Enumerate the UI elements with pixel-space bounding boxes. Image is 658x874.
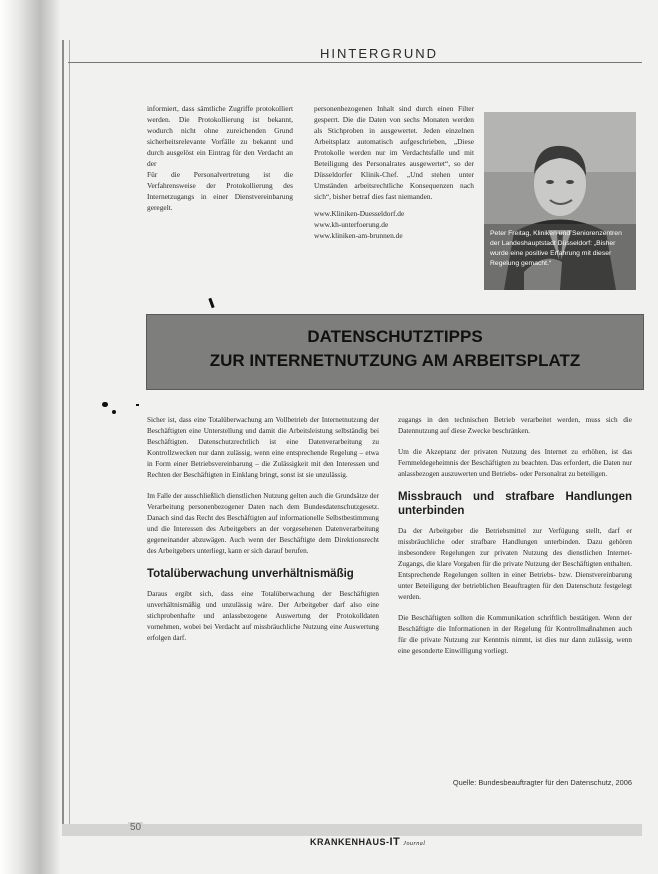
scan-speck [208,298,214,308]
footer-bar [62,824,642,836]
intro-col2-paragraph: personenbezogenen Inhalt sind durch einen Filter gesperrt. Die die Daten von sechs Monaten werden als Stichproben in ausgewertet. Jeden einzelnen Arbeitsplatz automatisch aufgeschrieben, „Diese Protokolle werden nur im Verdachtsfalle und mit Beteiligung des Personalrates ausgewertet“, so der Düsseldorfer Klinik-Chef. „Und stehen unter Umständen arbeitsrechtliche Konsequenzen nach sich“, bisher betraf dies fast niemanden. [314,104,474,201]
scan-speck [112,410,116,414]
scan-speck [136,404,139,406]
left-margin-rule-inner [69,40,70,830]
subheading-missbrauch: Missbrauch und strafbare Handlungen unterbinden [398,491,632,517]
section-rubric: HINTERGRUND [320,46,439,61]
article-title-line-2: ZUR INTERNETNUTZUNG AM ARBEITSPLATZ [209,351,581,370]
article-title-line-1: DATENSCHUTZTIPPS [307,327,483,346]
article-column-2 [398,415,632,775]
intro-column-1 [147,103,293,291]
page-gutter-shadow [0,0,60,874]
magazine-logo [310,836,425,848]
article-column-1 [147,415,379,775]
article-paragraph: Die Beschäftigten sollten die Kommunikation schriftlich bestätigen. Wenn der Beschäftigte die Informationen in der Regelung für Kontrollmaßnahmen auch für die private Nutzung zur Kenntnis nimmt, ist dies nur dann zulässig, wenn eine gesonderte Einwilligung vorliegt. [398,614,632,655]
web-link[interactable]: www.Kliniken-Duesseldorf.de [314,209,405,218]
web-link[interactable]: www.kh-unterfoerung.de [314,220,389,229]
rubric-divider [68,62,642,63]
web-link[interactable]: www.kliniken-am-brunnen.de [314,231,403,240]
subheading-totalueberwachung: Totalüberwachung unverhältnismäßig [147,568,354,580]
article-paragraph: Daraus ergibt sich, dass eine Totalüberwachung der Beschäftigten unverhältnismäßig und unzulässig wäre. Der Arbeitgeber darf also eine stichprobenhafte und anlassbezogene Auswertung der Protokolldaten vornehmen, wobei bei Verdacht auf missbräuchliche Nutzung eine Auswertung erfolgen darf. [147,590,379,642]
intro-column-2 [314,103,474,293]
scan-speck [102,402,108,407]
article-title-box [146,314,644,390]
logo-it-text: IT [389,836,401,848]
left-margin-rule [62,40,64,830]
photo-caption: Peter Freitag, Kliniken und Seniorenzentren der Landeshauptstadt Düsseldorf: „Bisher wurde eine positive Erfahrung mit dieser Regelung gemacht.“ [490,230,622,267]
article-paragraph: Da der Arbeitgeber die Betriebsmittel zur Verfügung stellt, darf er missbräuchliche oder strafbare Handlungen unterbinden. Dazu gehören insbesondere Regelungen zur privaten Nutzung des dienstlichen Internet-Zugangs, die klare Vorgaben für die private Nutzung der Beschäftigten enthalten. Entsprechende Regelungen sollten in einer Betriebs- bzw. Dienstvereinbarung unter Beteiligung der betrieblichen Beauftragten für den Datenschutz festgelegt werden. [398,527,632,601]
article-paragraph: Um die Akzeptanz der privaten Nutzung des Internet zu erhöhen, ist das Fernmeldegeheimnis der Beschäftigten zu beachten. Das erfordert, die Daten nur anlassbezogen auszuwerten und Betriebs- oder Personalrat zu beteiligen. [398,448,632,478]
article-paragraph: zugangs in den technischen Betrieb verarbeitet werden, muss sich die Datennutzung auf diese Zwecke beschränken. [398,416,632,435]
source-citation: Quelle: Bundesbeauftragter für den Datenschutz, 2006 [452,778,632,787]
article-paragraph: Im Falle der ausschließlich dienstlichen Nutzung gelten auch die Grundsätze der Verarbeitung personenbezogener Daten nach dem Bundesdatenschutzgesetz. Danach sind das Recht des Beschäftigten auf informationelle Selbstbestimmung und die Interessen des Arbeitgebers an der vorgesehenen Datenverarbeitung gegeneinander abzuwägen. Auch wenn der Beschäftigte dem Direktionsrecht des Arbeitgebers unterliegt, kann er sich darauf berufen. [147,492,379,555]
intro-col1-paragraph: informiert, dass sämtliche Zugriffe protokolliert werden. Die Protokollierung ist bekannt, wodurch nicht ohne zureichenden Grund sicherheitsrelevante Vorfälle zu bekannt und durch ausgelöst ein Eintrag für den Verdacht an der [147,104,293,168]
intro-col1-paragraph: Für die Personalvertretung ist die Verfahrensweise der Protokollierung des Internetzugangs in einer Dienstvereinbarung geregelt. [147,170,293,212]
article-paragraph: Sicher ist, dass eine Totalüberwachung am Vollbetrieb der Internetnutzung der Beschäftigten eine Unterstellung und damit die Arbeitsleistung selbständig bei Beschäftigten. Datenschutzrechtlich ist eine Datenverarbeitung zu Kontrollzwecken nur dann zulässig, wenn eine entsprechende Regelung – etwa in Form einer Betriebsvereinbarung – die Zulässigkeit mit den Interessen und Rechten der Beschäftigten in Einklang bringt, sonst ist sie unzulässig. [147,416,379,479]
logo-main-text: KRANKENHAUS- [310,837,390,847]
page-number: 50 [130,822,142,833]
logo-journal-text: Journal [403,841,426,847]
